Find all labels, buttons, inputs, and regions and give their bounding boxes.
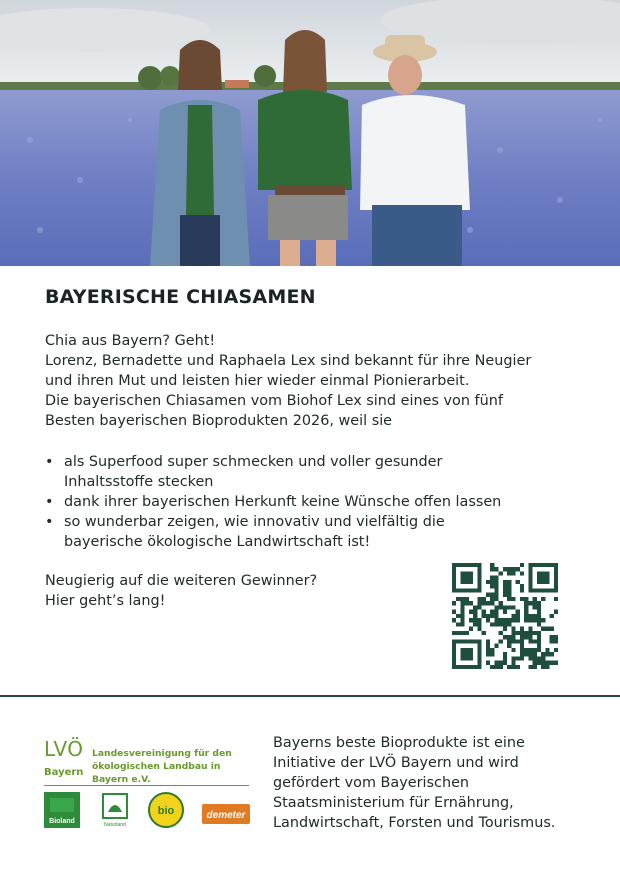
cta-link[interactable]: Hier geht’s lang! — [45, 593, 166, 609]
footer-text-line: Initiative der LVÖ Bayern und wird — [273, 755, 519, 771]
list-item-line: • als Superfood super schmecken und voller gesunder — [64, 454, 443, 470]
intro-line: Besten bayerischen Bioprodukten 2026, weil sie — [45, 413, 393, 429]
footer-divider — [0, 695, 620, 697]
header-photo — [0, 0, 620, 266]
farm-family-photo — [0, 0, 620, 266]
intro-paragraph — [45, 331, 575, 431]
intro-line: Lorenz, Bernadette und Raphaela Lex sind bekannt für ihre Neugier — [45, 353, 532, 369]
lvo-rule — [44, 785, 249, 786]
naturland-label: Naturland — [104, 822, 126, 828]
list-item — [45, 492, 575, 512]
list-item-line: bayerische ökologische Landwirtschaft ist! — [64, 534, 371, 550]
intro-line: Chia aus Bayern? Geht! — [45, 333, 216, 349]
list-item-line: • so wunderbar zeigen, wie innovativ und vielfältig die — [64, 514, 445, 530]
footer-text-line: gefördert vom Bayerischen — [273, 775, 470, 791]
footer-text-line: Staatsministerium für Ernährung, — [273, 795, 514, 811]
page-title: BAYERISCHE CHIASAMEN — [45, 286, 316, 308]
lvo-logo-block — [44, 737, 254, 832]
demeter-logo — [202, 796, 250, 832]
naturland-logo — [102, 792, 128, 828]
footer-text — [273, 733, 583, 833]
list-item — [45, 512, 575, 552]
call-to-action — [45, 571, 317, 611]
list-item — [45, 452, 575, 492]
lvo-tagline — [92, 747, 254, 786]
qr-code-graphic[interactable] — [452, 563, 558, 669]
reasons-list — [45, 452, 575, 552]
bioland-logo — [44, 792, 80, 828]
intro-line: Die bayerischen Chiasamen vom Biohof Lex sind eines von fünf — [45, 393, 503, 409]
demeter-label: demeter — [206, 810, 246, 821]
lvo-tagline-line: Landesvereinigung für den — [92, 748, 232, 759]
biokreis-label: bio — [157, 805, 175, 817]
biokreis-logo — [148, 792, 184, 828]
lvo-tagline-line: ökologischen Landbau in Bayern e.V. — [92, 761, 221, 785]
list-item-line: Inhaltsstoffe stecken — [64, 474, 214, 490]
lvo-logo-region: Bayern — [44, 767, 84, 778]
footer-text-line: Landwirtschaft, Forsten und Tourismus. — [273, 815, 556, 831]
bioland-label: Bioland — [49, 818, 75, 825]
lvo-logo: LVÖ — [44, 737, 84, 761]
qr-code[interactable] — [452, 563, 558, 669]
cta-line: Neugierig auf die weiteren Gewinner? — [45, 573, 318, 589]
intro-line: und ihren Mut und leisten hier wieder einmal Pionierarbeit. — [45, 373, 470, 389]
footer-text-line: Bayerns beste Bioprodukte ist eine — [273, 735, 525, 751]
list-item-line: • dank ihrer bayerischen Herkunft keine Wünsche offen lassen — [64, 494, 502, 510]
